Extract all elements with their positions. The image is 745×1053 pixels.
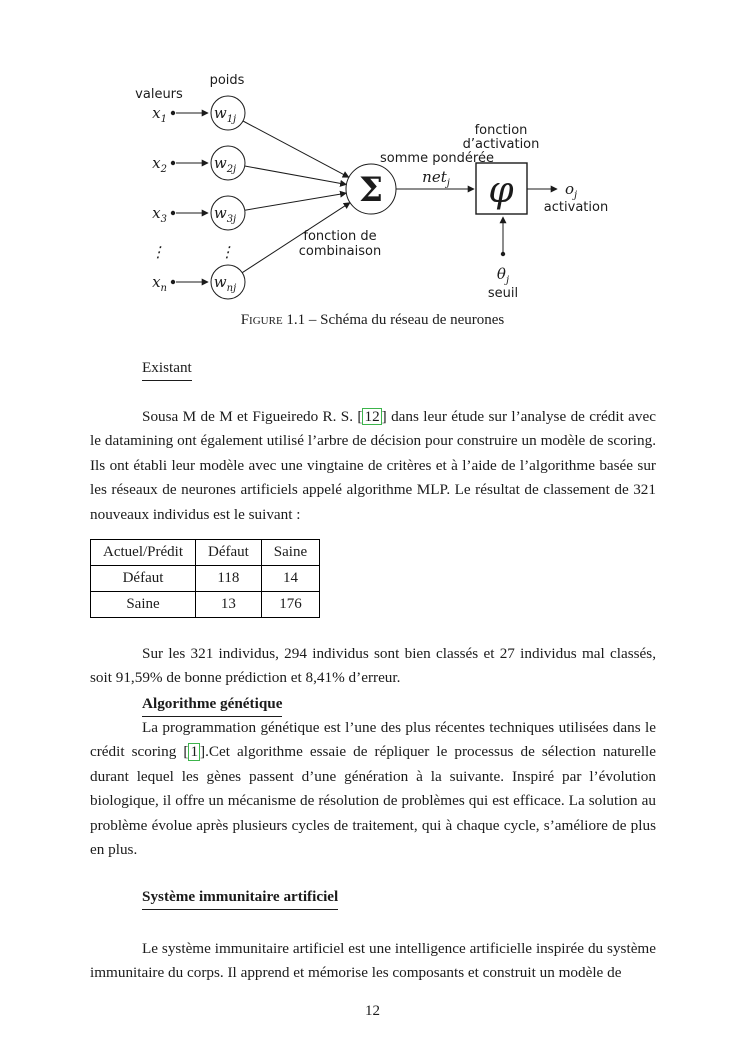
weight-label-wnj: $w_{nj}$: [213, 273, 237, 294]
input-dot: [171, 161, 175, 165]
paragraph-sousa: [90, 405, 656, 527]
table-cell: 13: [195, 592, 261, 618]
input-dot: [171, 280, 175, 284]
connector: [245, 166, 347, 185]
input-x2: $x_2$: [152, 154, 167, 175]
activation-fn-label-line1: fonction: [474, 123, 528, 138]
seuil-label: seuil: [487, 286, 519, 301]
table-row: [91, 592, 320, 618]
paragraph-systeme-immunitaire: Le système immunitaire artificiel est une intelligence artificielle inspirée du système immunitaire du corps. Il apprend et mémorise les composants et construit un modèle de: [90, 940, 656, 982]
ellipsis-weights: ⋮: [219, 243, 235, 261]
input-dot: [171, 111, 175, 115]
figure-caption: [0, 312, 745, 329]
table-header-actuel-predit: Actuel/Prédit: [91, 540, 196, 566]
sigma-symbol: Σ: [358, 170, 384, 210]
net-label: net$_j$: [422, 168, 450, 189]
neural-network-diagram: [120, 63, 620, 311]
heading-algorithme-genetique: Algorithme génétique: [142, 694, 282, 717]
paragraph-text: La programmation génétique est l’une des plus récentes techniques utilisées dans le crédit scoring [: [90, 719, 656, 761]
page-number: 12: [365, 1003, 380, 1019]
table-row: [91, 566, 320, 592]
weight-label-w2j: $w_{2j}$: [213, 154, 237, 175]
valeurs-label: valeurs: [135, 87, 183, 102]
paragraph-programmation-genetique: [90, 716, 656, 862]
figure-caption-label: Figure: [240, 312, 283, 328]
theta-label: $\theta_j$: [496, 265, 510, 286]
weighted-sum-label: somme pondérée: [380, 151, 494, 166]
paragraph-text: ] dans leur étude sur l’analyse de crédit avec le datamining ont également utilisé l’arbre de décision pour construire un modèle de scoring. Ils ont établi leur modèle avec une vingtaine de critères et à l’aide de l’algorithme basée sur les réseaux de neurones artificiels appelé algorithme MLP. Le résultat de classement de 321 nouveaux individus est le suivant :: [90, 408, 656, 523]
weight-label-w3j: $w_{3j}$: [213, 204, 237, 225]
table-cell: Saine: [91, 592, 196, 618]
output-label: $o_j$: [565, 180, 578, 201]
phi-symbol: φ: [488, 170, 514, 211]
poids-label: poids: [209, 73, 245, 88]
input-x3: $x_3$: [152, 204, 167, 225]
confusion-matrix-table: [90, 539, 320, 618]
combiner-label-line2: combinaison: [298, 244, 382, 259]
activation-label: activation: [543, 200, 609, 215]
paragraph-text: Sousa M de M et Figueiredo R. S. [: [142, 408, 363, 425]
table-header-row: [91, 540, 320, 566]
connector: [245, 193, 346, 210]
table-cell: 118: [195, 566, 261, 592]
weight-label-w1j: $w_{1j}$: [213, 104, 237, 125]
activation-fn-label-line2: d’activation: [462, 137, 540, 152]
paragraph-text: ].Cet algorithme essaie de répliquer le processus de sélection naturelle durant lequel les gènes passent d’une génération à la suivante. Inspiré par l’évolution biologique, il offre un mécanisme de résolution de problèmes qui est efficace. La solution au problème évolue après plusieurs cycles de traitement, qui à chaque cycle, s’améliore de plus en plus.: [90, 743, 657, 859]
table-cell: Défaut: [91, 566, 196, 592]
table-header-saine: Saine: [261, 540, 319, 566]
table-cell: 14: [261, 566, 319, 592]
ellipsis-inputs: ⋮: [150, 243, 166, 261]
input-xn: $x_n$: [152, 273, 167, 294]
heading-existant: Existant: [142, 358, 192, 381]
paragraph-resultats: Sur les 321 individus, 294 individus sont bien classés et 27 individus mal classés, soit 91,59% de bonne prédiction et 8,41% d’erreur.: [90, 645, 656, 687]
table-cell: 176: [261, 592, 319, 618]
table-header-defaut: Défaut: [195, 540, 261, 566]
citation-1[interactable]: 1: [190, 743, 199, 761]
citation-12[interactable]: 12: [364, 408, 380, 425]
figure-caption-text: 1.1 – Schéma du réseau de neurones: [286, 312, 505, 328]
input-dot: [171, 211, 175, 215]
heading-systeme-immunitaire: Système immunitaire artificiel: [142, 887, 338, 910]
input-x1: $x_1$: [152, 104, 167, 125]
combiner-label-line1: fonction de: [303, 229, 377, 244]
